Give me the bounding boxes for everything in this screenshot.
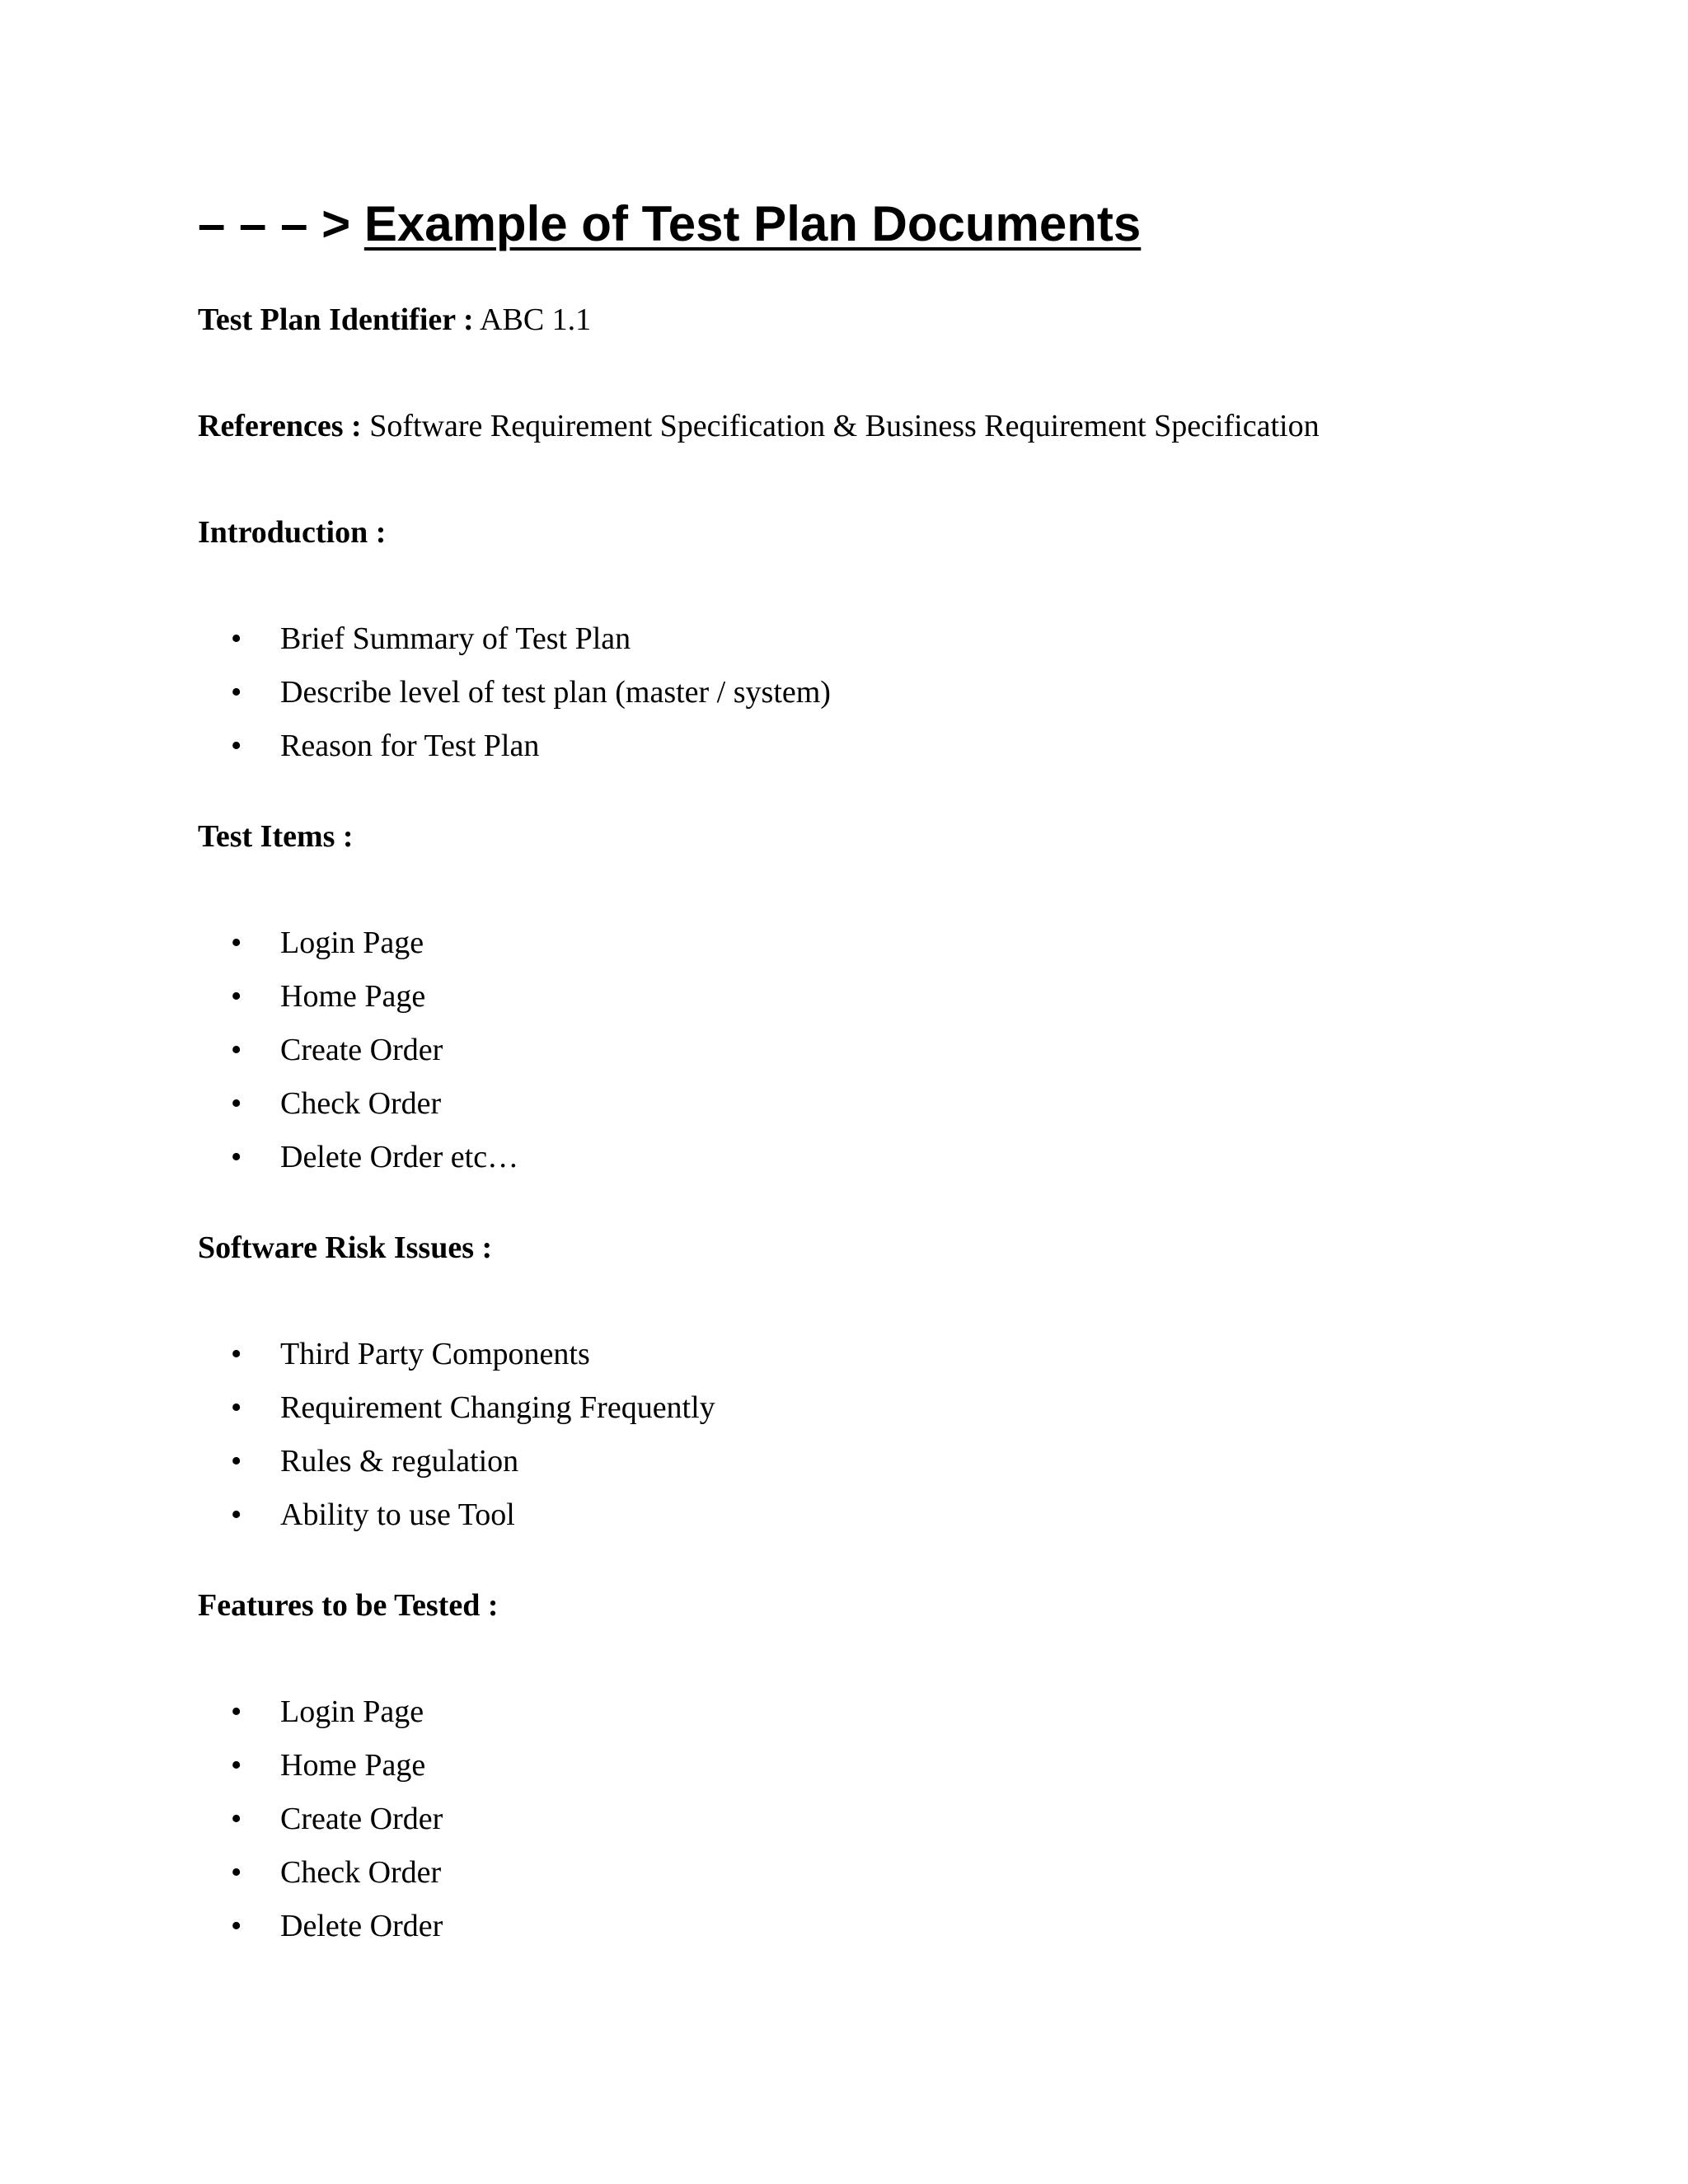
list-item: • Create Order <box>231 1033 443 1067</box>
list-item: • Create Order <box>231 1802 443 1836</box>
bullet-icon: • <box>231 1694 242 1729</box>
bullet-icon: • <box>231 1033 242 1067</box>
title-text: Example of Test Plan Documents <box>363 196 1142 251</box>
bullet-icon: • <box>231 1140 242 1174</box>
list-item: • Login Page <box>231 1694 424 1729</box>
list-item: • Third Party Components <box>231 1337 590 1371</box>
identifier-label: Test Plan Identifier : <box>198 302 474 337</box>
test-items-list <box>198 925 518 1193</box>
references-label: References : <box>198 409 362 443</box>
bullet-icon: • <box>231 1909 242 1943</box>
list-item: • Check Order <box>231 1086 442 1121</box>
list-item: • Delete Order <box>231 1909 443 1943</box>
test-items-heading: Test Items : <box>198 819 354 854</box>
document-title <box>198 194 1141 254</box>
list-item: • Delete Order etc… <box>231 1140 519 1174</box>
bullet-icon: • <box>231 1337 242 1371</box>
list-item: • Requirement Changing Frequently <box>231 1390 715 1425</box>
list-item: • Home Page <box>231 1748 426 1783</box>
bullet-icon: • <box>231 1390 242 1425</box>
list-item: • Brief Summary of Test Plan <box>231 621 631 656</box>
identifier-value: ABC 1.1 <box>480 302 592 337</box>
list-item: • Describe level of test plan (master / system) <box>231 675 831 710</box>
document-page <box>198 0 1599 2184</box>
introduction-heading: Introduction : <box>198 515 387 550</box>
list-item: • Login Page <box>231 926 424 960</box>
bullet-icon: • <box>231 979 242 1014</box>
test-plan-identifier <box>198 302 591 338</box>
references <box>198 408 1320 444</box>
bullet-icon: • <box>231 621 242 656</box>
bullet-icon: • <box>231 926 242 960</box>
list-item: • Rules & regulation <box>231 1444 519 1479</box>
bullet-icon: • <box>231 729 242 763</box>
introduction-list <box>198 621 831 781</box>
bullet-icon: • <box>231 1748 242 1783</box>
bullet-icon: • <box>231 1086 242 1121</box>
bullet-icon: • <box>231 1444 242 1479</box>
list-item: • Home Page <box>231 979 426 1014</box>
title-arrow: – – – > <box>198 196 351 251</box>
list-item: • Check Order <box>231 1855 442 1890</box>
bullet-icon: • <box>231 1802 242 1836</box>
features-to-be-tested-list <box>198 1694 443 1961</box>
list-item: • Reason for Test Plan <box>231 729 540 763</box>
software-risk-issues-list <box>198 1336 715 1550</box>
list-item: • Ability to use Tool <box>231 1497 515 1532</box>
references-value: Software Requirement Specification & Business Requirement Specification <box>369 409 1320 443</box>
bullet-icon: • <box>231 1855 242 1890</box>
features-to-be-tested-heading: Features to be Tested : <box>198 1588 499 1623</box>
bullet-icon: • <box>231 1497 242 1532</box>
bullet-icon: • <box>231 675 242 710</box>
software-risk-issues-heading: Software Risk Issues : <box>198 1230 493 1265</box>
